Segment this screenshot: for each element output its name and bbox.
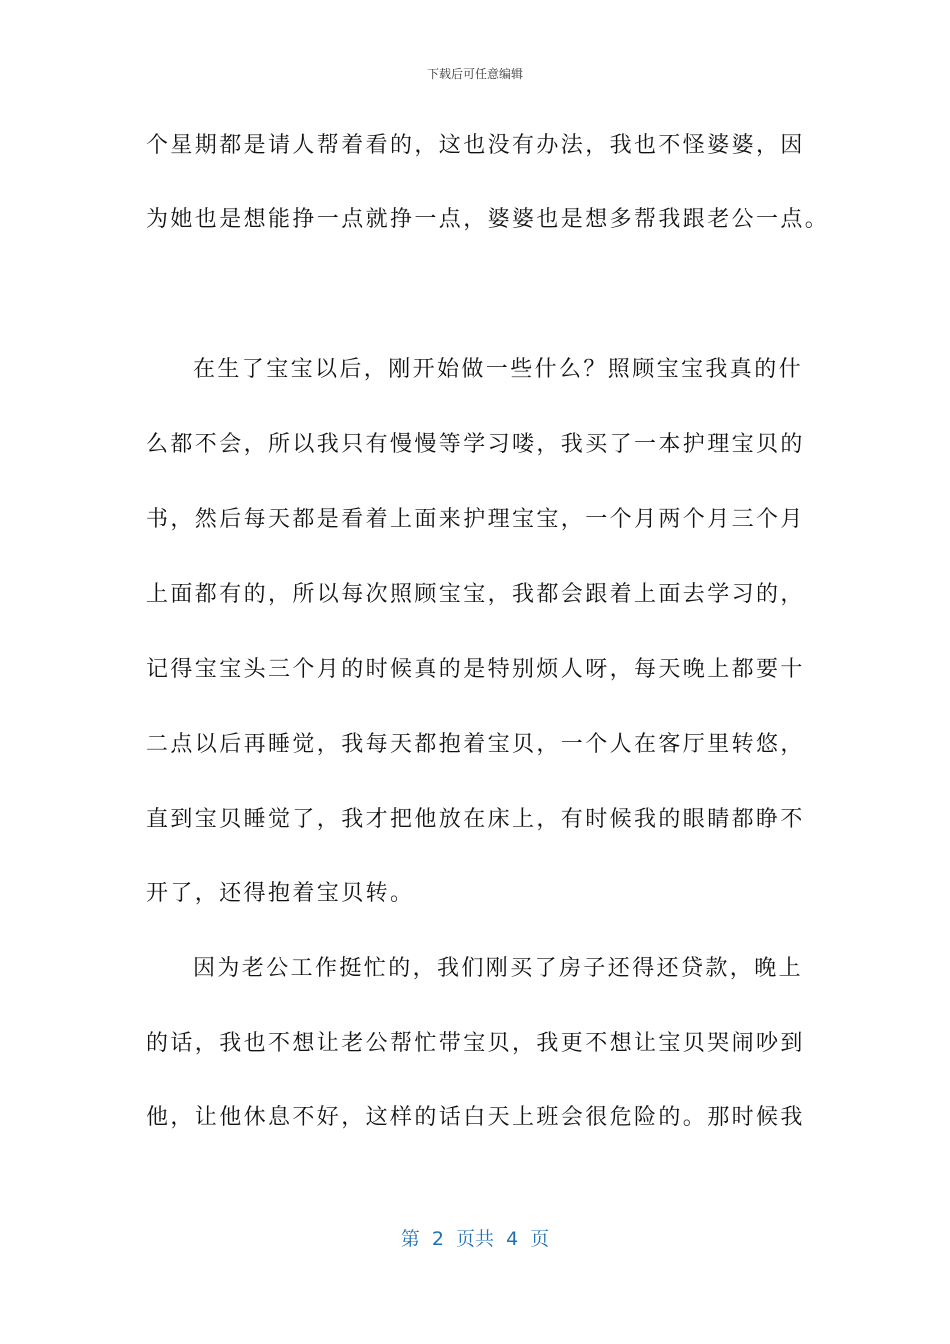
- body-line: 为她也是想能挣一点就挣一点，婆婆也是想多帮我跟老公一点。: [146, 207, 830, 232]
- paragraph-first-line: 在生了宝宝以后，刚开始做一些什么？照顾宝宝我真的什: [193, 357, 804, 382]
- body-line: 的话，我也不想让老公帮忙带宝贝，我更不想让宝贝哭闹吵到: [146, 1031, 805, 1056]
- body-line: 记得宝宝头三个月的时候真的是特别烦人呀，每天晚上都要十: [146, 657, 805, 682]
- body-line: 个星期都是请人帮着看的，这也没有办法，我也不怪婆婆，因: [146, 133, 805, 158]
- body-line: 直到宝贝睡觉了，我才把他放在床上，有时候我的眼睛都睁不: [146, 807, 805, 832]
- paragraph-first-line: 因为老公工作挺忙的，我们刚买了房子还得还贷款，晚上: [193, 956, 804, 981]
- body-line: 二点以后再睡觉，我每天都抱着宝贝，一个人在客厅里转悠，: [146, 732, 805, 757]
- body-line: 上面都有的，所以每次照顾宝宝，我都会跟着上面去学习的，: [146, 582, 805, 607]
- body-line: 么都不会，所以我只有慢慢等学习喽，我买了一本护理宝贝的: [146, 432, 805, 457]
- page-number-footer: 第 2 页共 4 页: [400, 1228, 550, 1250]
- body-line: 书，然后每天都是看着上面来护理宝宝，一个月两个月三个月: [146, 507, 805, 532]
- body-line: 他，让他休息不好，这样的话白天上班会很危险的。那时候我: [146, 1105, 805, 1130]
- body-line: 开了，还得抱着宝贝转。: [146, 881, 415, 906]
- page-header: 下载后可任意编辑: [426, 67, 523, 81]
